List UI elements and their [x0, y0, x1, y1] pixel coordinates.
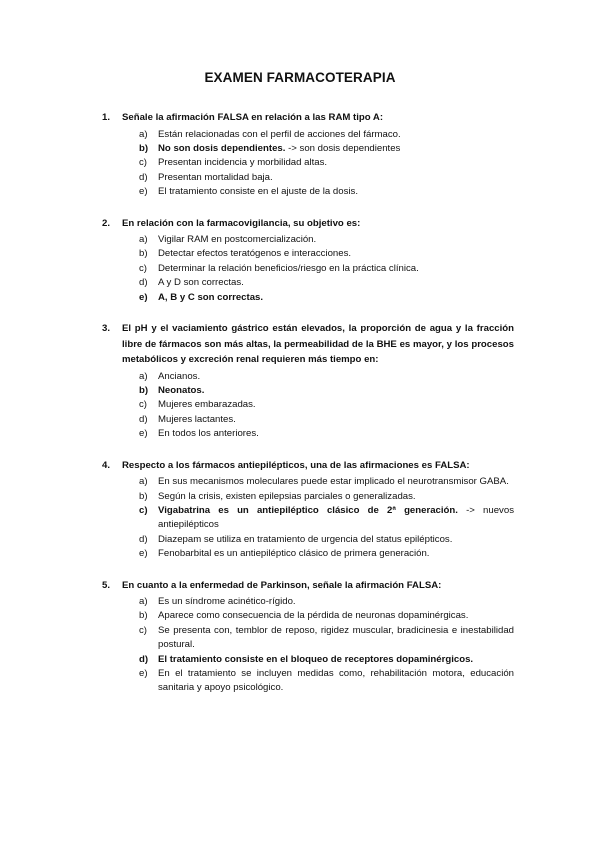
question-stem [102, 578, 514, 594]
answer-option [139, 142, 514, 156]
answer-option [139, 427, 514, 441]
option-letter: b) [139, 490, 148, 502]
option-letter: d) [139, 413, 148, 425]
answer-option [139, 185, 514, 199]
option-list [0, 233, 600, 305]
option-text: Se presenta con, temblor de reposo, rigidez muscular, bradicinesia e inestabilidad postural. [158, 624, 514, 651]
option-text: Diazepam se utiliza en tratamiento de urgencia del status epilépticos. [158, 533, 453, 545]
answer-option [139, 370, 514, 384]
answer-option [139, 291, 514, 305]
option-text: Es un síndrome acinético-rígido. [158, 596, 296, 608]
option-text: Determinar la relación beneficios/riesgo en la práctica clínica. [158, 262, 419, 274]
answer-option [139, 156, 514, 170]
option-text: Detectar efectos teratógenos e interacciones. [158, 248, 352, 260]
answer-option [139, 624, 514, 653]
question-4 [0, 458, 600, 562]
answer-option [139, 384, 514, 398]
question-text: El pH y el vaciamiento gástrico están elevados, la proporción de agua y la fracción libre de fármacos son más altas, la permeabilidad de la BHE es mayor, y los procesos metabólicos y excreción renal requieren más tiempo en: [122, 323, 514, 366]
option-text: Vigilar RAM en postcomercialización. [158, 234, 317, 246]
option-text: El tratamiento consiste en el ajuste de la dosis. [158, 186, 358, 198]
option-annotation: -> son dosis dependientes [285, 142, 401, 154]
question-number: 2. [102, 217, 111, 229]
option-letter: a) [139, 234, 148, 246]
answer-option [139, 609, 514, 623]
option-letter: e) [139, 186, 148, 198]
question-text: Respecto a los fármacos antiepilépticos, una de las afirmaciones es FALSA: [122, 459, 470, 471]
question-stem [102, 458, 514, 474]
option-letter: d) [139, 277, 148, 289]
answer-option [139, 533, 514, 547]
option-text: En el tratamiento se incluyen medidas como, rehabilitación motora, educación sanitaria y apoyo psicológico. [158, 668, 514, 694]
answer-option [139, 128, 514, 142]
question-1 [0, 110, 600, 200]
question-5 [0, 578, 600, 696]
option-text: En todos los anteriores. [158, 428, 259, 440]
option-letter: b) [139, 384, 149, 396]
option-letter: b) [139, 142, 149, 154]
option-text: Fenobarbital es un antiepiléptico clásico de primera generación. [158, 548, 430, 560]
option-letter: b) [139, 610, 148, 622]
option-text: Según la crisis, existen epilepsias parciales o generalizadas. [158, 490, 416, 502]
answer-option [139, 547, 514, 561]
option-text: Están relacionadas con el perfil de acciones del fármaco. [158, 128, 401, 140]
option-text: A y D son correctas. [158, 277, 244, 289]
option-list [0, 370, 600, 442]
option-letter: d) [139, 533, 148, 545]
option-text: Ancianos. [158, 370, 201, 382]
answer-option [139, 171, 514, 185]
answer-option [139, 262, 514, 276]
page-title: EXAMEN FARMACOTERAPIA [204, 70, 396, 85]
option-list [0, 128, 600, 200]
answer-option [139, 276, 514, 290]
option-letter: c) [139, 399, 147, 411]
option-letter: c) [139, 262, 147, 274]
option-text: Aparece como consecuencia de la pérdida de neuronas dopaminérgicas. [158, 610, 469, 622]
option-list [0, 475, 600, 561]
option-letter: c) [139, 157, 147, 169]
question-2 [0, 216, 600, 306]
question-3 [0, 321, 600, 442]
option-list [0, 595, 600, 696]
question-stem [102, 216, 514, 232]
question-text: Señale la afirmación FALSA en relación a las RAM tipo A: [122, 112, 384, 123]
option-text: Neonatos. [158, 384, 205, 396]
option-letter: a) [139, 128, 148, 140]
question-number: 1. [102, 112, 111, 123]
answer-option [139, 413, 514, 427]
option-letter: e) [139, 668, 148, 680]
answer-option [139, 653, 514, 667]
answer-option [139, 233, 514, 247]
option-letter: a) [139, 596, 148, 608]
question-stem [102, 110, 514, 126]
option-letter: b) [139, 248, 148, 260]
answer-option [139, 247, 514, 261]
option-text: Vigabatrina es un antiepiléptico clásico de 2ª generación. [158, 504, 458, 516]
answer-option [139, 595, 514, 609]
answer-option [139, 667, 514, 696]
option-text: No son dosis dependientes. [158, 142, 286, 154]
option-text: El tratamiento consiste en el bloqueo de receptores dopaminérgicos. [158, 653, 474, 665]
question-number: 5. [102, 579, 111, 591]
answer-option [139, 398, 514, 412]
option-text: En sus mecanismos moleculares puede estar implicado el neurotransmisor GABA. [158, 476, 509, 488]
answer-option [139, 475, 514, 489]
option-letter: d) [139, 171, 148, 183]
option-letter: e) [139, 428, 148, 440]
option-text: Mujeres embarazadas. [158, 399, 256, 411]
answer-option [139, 490, 514, 504]
option-text: Mujeres lactantes. [158, 413, 236, 425]
option-annotation: -> nuevos antiepilépticos [158, 504, 514, 531]
question-list [0, 110, 600, 712]
option-letter: a) [139, 476, 148, 488]
option-letter: a) [139, 370, 148, 382]
option-letter: d) [139, 653, 149, 665]
option-text: Presentan incidencia y morbilidad altas. [158, 157, 328, 169]
option-text: A, B y C son correctas. [158, 291, 264, 303]
option-letter: c) [139, 504, 148, 516]
question-text: En relación con la farmacovigilancia, su objetivo es: [122, 217, 361, 229]
option-letter: c) [139, 624, 147, 636]
question-text: En cuanto a la enfermedad de Parkinson, señale la afirmación FALSA: [122, 579, 442, 591]
question-number: 4. [102, 459, 111, 471]
answer-option [139, 504, 514, 533]
option-text: Presentan mortalidad baja. [158, 171, 273, 183]
question-stem [102, 321, 514, 368]
option-letter: e) [139, 291, 148, 303]
question-number: 3. [102, 323, 111, 335]
option-letter: e) [139, 548, 148, 560]
